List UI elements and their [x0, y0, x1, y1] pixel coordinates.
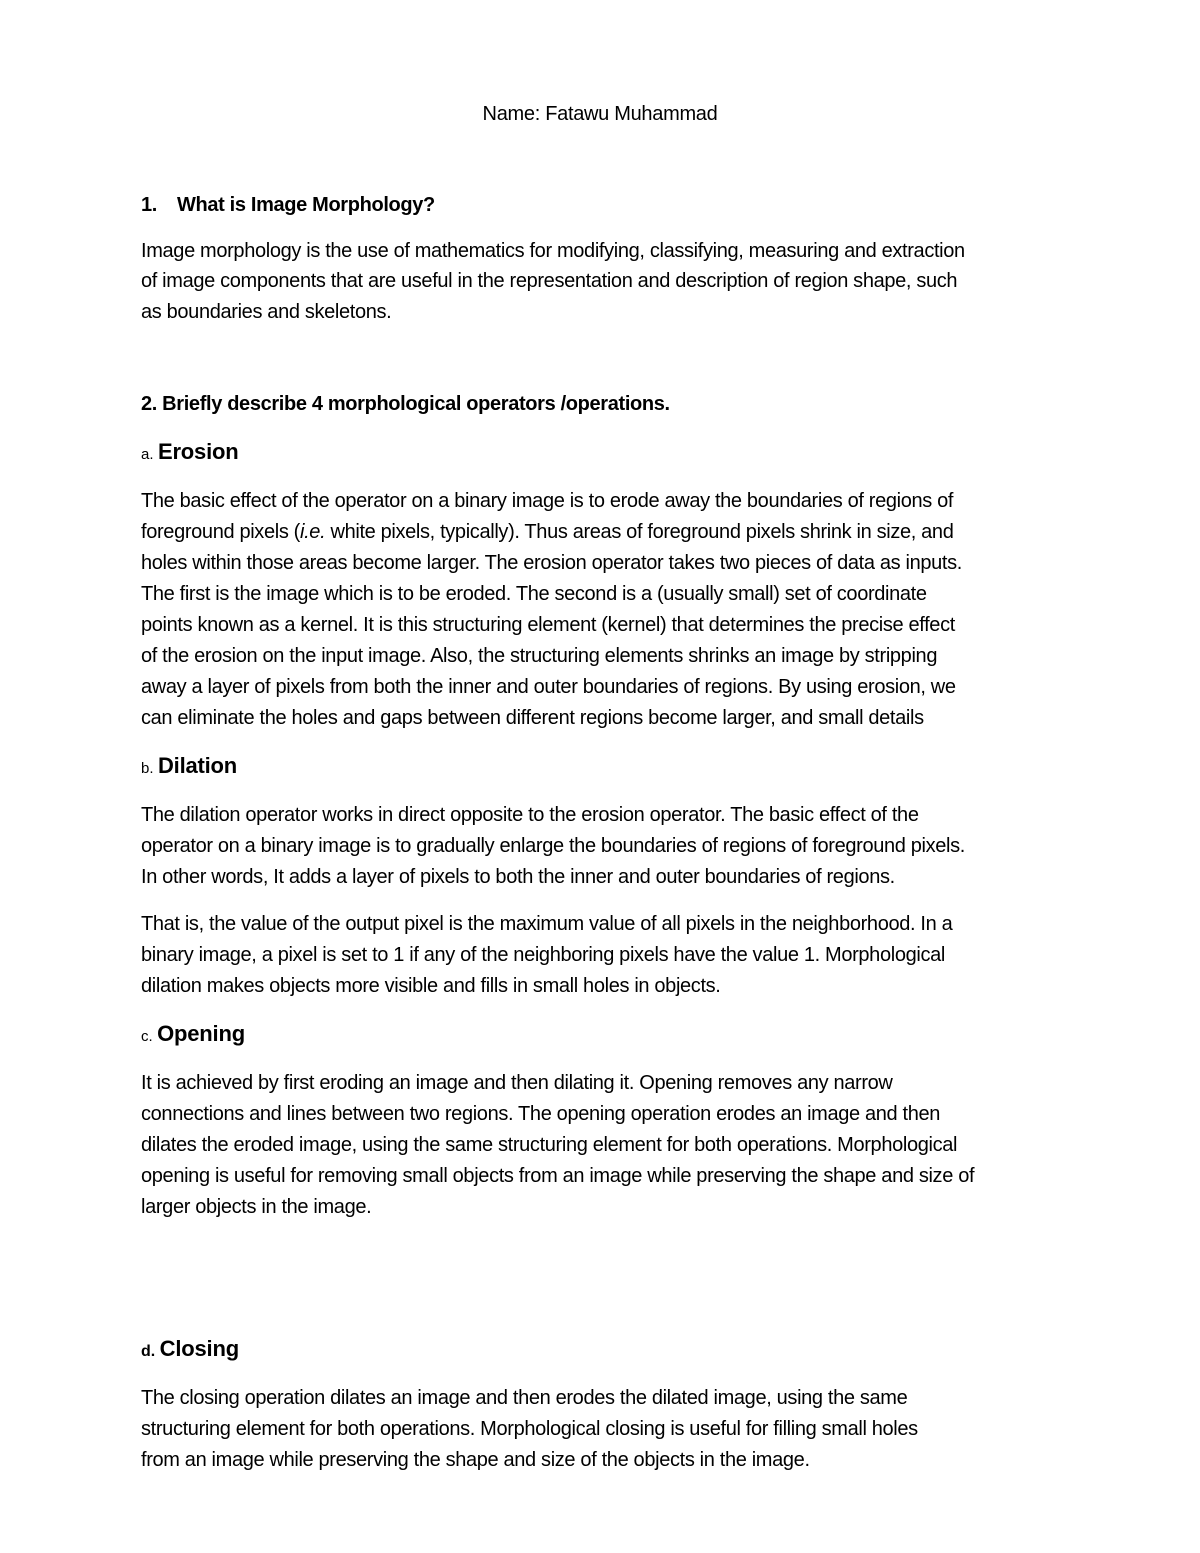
erosion-text-line: away a layer of pixels from both the inner and outer boundaries of regions. By using erosion, we	[141, 676, 956, 698]
closing-text-line: structuring element for both operations. Morphological closing is useful for filling small holes	[141, 1418, 918, 1440]
erosion-text-line: The basic effect of the operator on a binary image is to erode away the boundaries of regions of	[141, 490, 954, 512]
dilation-text-line: That is, the value of the output pixel is the maximum value of all pixels in the neighborhood. In a	[141, 913, 953, 935]
question-1-heading	[141, 192, 435, 218]
section-letter: a.	[141, 446, 154, 463]
closing-text-line: The closing operation dilates an image and then erodes the dilated image, using the same	[141, 1387, 908, 1409]
section-closing-heading	[141, 1335, 239, 1366]
question-1-number: 1.	[141, 194, 157, 216]
section-letter: d.	[141, 1343, 156, 1360]
dilation-text-line: operator on a binary image is to gradually enlarge the boundaries of regions of foreground pixels.	[141, 835, 966, 857]
dilation-text-line: dilation makes objects more visible and fills in small holes in objects.	[141, 975, 721, 997]
erosion-text-line: points known as a kernel. It is this structuring element (kernel) that determines the precise effect	[141, 614, 955, 636]
erosion-text-line-part: foreground pixels (	[141, 521, 300, 543]
question-2-heading: 2. Briefly describe 4 morphological operators /operations.	[141, 393, 670, 415]
section-letter: b.	[141, 760, 154, 777]
section-name: Closing	[159, 1336, 239, 1361]
section-name: Opening	[157, 1021, 245, 1046]
erosion-text-line: of the erosion on the input image. Also, the structuring elements shrinks an image by stripping	[141, 645, 938, 667]
answer-1-line: of image components that are useful in the representation and description of region shape, such	[141, 270, 958, 292]
section-letter: c.	[141, 1028, 153, 1045]
opening-text-line: It is achieved by first eroding an image and then dilating it. Opening removes any narrow	[141, 1072, 893, 1094]
erosion-text-line: The first is the image which is to be eroded. The second is a (usually small) set of coordinate	[141, 583, 927, 605]
author-name-line: Name: Fatawu Muhammad	[482, 103, 718, 125]
section-opening-heading	[141, 1020, 245, 1051]
section-name: Erosion	[157, 439, 239, 464]
answer-1-line: Image morphology is the use of mathematics for modifying, classifying, measuring and extraction	[141, 240, 965, 262]
section-name: Dilation	[157, 753, 238, 778]
erosion-text-line-part: white pixels, typically). Thus areas of foreground pixels shrink in size, and	[325, 521, 954, 543]
erosion-text-line: holes within those areas become larger. The erosion operator takes two pieces of data as inputs.	[141, 552, 962, 574]
opening-text-line: larger objects in the image.	[141, 1196, 372, 1218]
dilation-text-line: In other words, It adds a layer of pixels to both the inner and outer boundaries of regions.	[141, 866, 895, 888]
ie-abbreviation: i.e.	[300, 521, 326, 543]
closing-text-line: from an image while preserving the shape and size of the objects in the image.	[141, 1449, 810, 1471]
erosion-text-line	[141, 519, 953, 545]
opening-text-line: connections and lines between two regions. The opening operation erodes an image and then	[141, 1103, 941, 1125]
section-dilation-heading	[141, 752, 237, 783]
erosion-text-line: can eliminate the holes and gaps between different regions become larger, and small details	[141, 707, 924, 729]
dilation-text-line: binary image, a pixel is set to 1 if any of the neighboring pixels have the value 1. Morphological	[141, 944, 945, 966]
question-1-text: What is Image Morphology?	[177, 194, 435, 216]
opening-text-line: dilates the eroded image, using the same structuring element for both operations. Morphological	[141, 1134, 958, 1156]
opening-text-line: opening is useful for removing small objects from an image while preserving the shape and size of	[141, 1165, 975, 1187]
answer-1-line: as boundaries and skeletons.	[141, 301, 392, 323]
dilation-text-line: The dilation operator works in direct opposite to the erosion operator. The basic effect of the	[141, 804, 919, 826]
section-erosion-heading	[141, 438, 238, 469]
